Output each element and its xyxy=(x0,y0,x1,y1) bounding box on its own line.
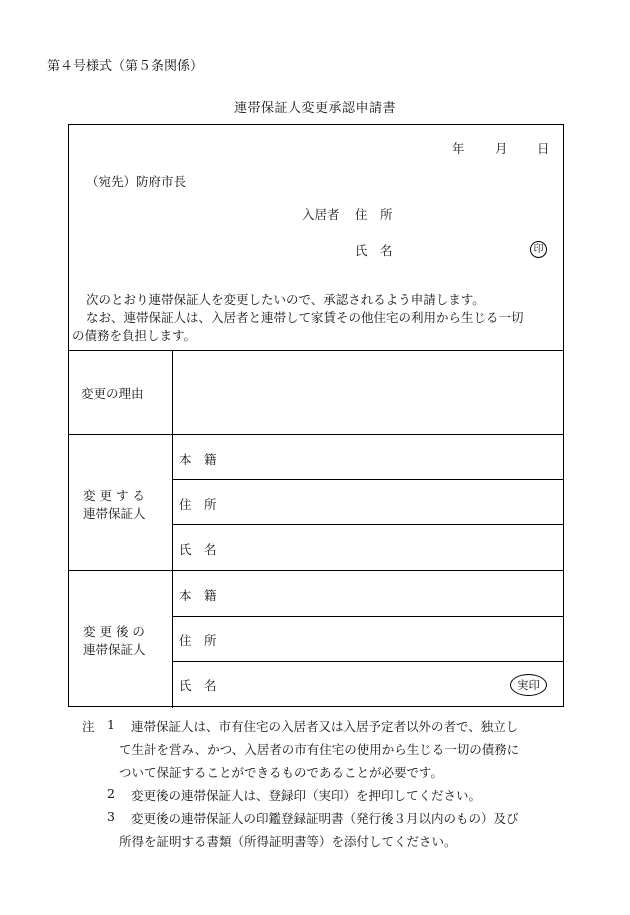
addressee: （宛先）防府市長 xyxy=(86,174,187,189)
note-1-line-2: て生計を営み、かつ、入居者の市有住宅の使用から生じる一切の債務に xyxy=(119,742,520,757)
tenant-name-label: 氏 名 xyxy=(355,243,393,258)
label-column-divider xyxy=(172,350,173,708)
new-guarantor-label-1: 変 更 後 の xyxy=(83,624,145,639)
statement-line-2: なお、連帯保証人は、入居者と連帯して家賃その他住宅の利用から生じる一切 xyxy=(86,310,524,325)
day-label: 日 xyxy=(537,141,550,156)
note-2-line-1: 変更後の連帯保証人は、登録印（実印）を押印してください。 xyxy=(131,788,482,803)
divider-reason xyxy=(69,434,563,435)
seal-mark-text: 印 xyxy=(533,244,544,255)
registered-seal-mark xyxy=(510,674,547,696)
reason-label: 変更の理由 xyxy=(81,386,144,401)
notes-heading: 注 xyxy=(82,719,95,734)
divider-new-address xyxy=(172,661,563,662)
current-address-label: 住 所 xyxy=(179,497,217,512)
note-3-line-2: 所得を証明する書類（所得証明書等）を添付してください。 xyxy=(119,834,457,849)
application-form-box xyxy=(68,124,564,707)
statement-line-3: の債務を負担します。 xyxy=(72,328,197,343)
note-1-line-1: 連帯保証人は、市有住宅の入居者又は入居予定者以外の者で、独立し xyxy=(131,719,519,734)
current-domicile-label: 本 籍 xyxy=(179,452,217,467)
divider-guarantor-groups xyxy=(69,570,563,571)
new-address-label: 住 所 xyxy=(179,633,217,648)
divider-new-domicile xyxy=(172,616,563,617)
form-number: 第４号様式（第５条関係） xyxy=(47,59,204,74)
current-name-label: 氏 名 xyxy=(179,542,217,557)
seal-mark xyxy=(530,241,547,258)
document-title: 連帯保証人変更承認申請書 xyxy=(233,101,396,116)
note-2-number: 2 xyxy=(107,786,115,801)
divider-current-address xyxy=(172,524,563,525)
divider-current-domicile xyxy=(172,479,563,480)
new-name-label: 氏 名 xyxy=(179,678,217,693)
tenant-label: 入居者 xyxy=(302,207,340,222)
note-1-number: 1 xyxy=(107,717,115,732)
current-guarantor-label-2: 連帯保証人 xyxy=(83,506,146,521)
statement-line-1: 次のとおり連帯保証人を変更したいので、承認されるよう申請します。 xyxy=(86,292,485,307)
year-label: 年 xyxy=(452,141,465,156)
new-domicile-label: 本 籍 xyxy=(179,588,217,603)
registered-seal-text: 実印 xyxy=(517,678,540,692)
tenant-address-label: 住 所 xyxy=(355,207,393,222)
month-label: 月 xyxy=(495,141,508,156)
note-1-line-3: ついて保証することができるものであることが必要です。 xyxy=(119,765,444,780)
current-guarantor-label-1: 変 更 す る xyxy=(83,488,145,503)
note-3-line-1: 変更後の連帯保証人の印鑑登録証明書（発行後３月以内のもの）及び xyxy=(131,811,519,826)
note-3-number: 3 xyxy=(107,809,115,824)
divider-header-table xyxy=(69,350,563,351)
new-guarantor-label-2: 連帯保証人 xyxy=(83,642,146,657)
